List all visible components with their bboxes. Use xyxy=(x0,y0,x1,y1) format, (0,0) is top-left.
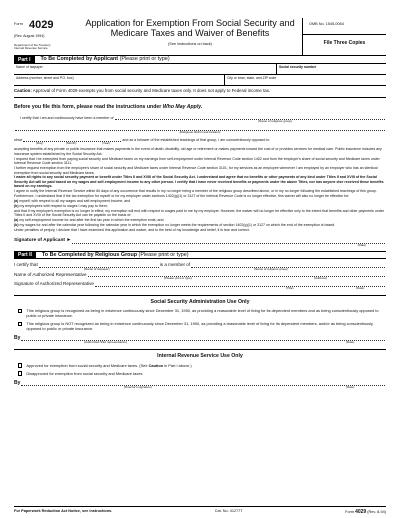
form-title: Application for Exemption From Social Security and Medicare Taxes and Waiver of Benefits xyxy=(85,18,295,38)
ssa-not-recognized-option: This religious group is NOT recognized as being in existence continuously since December 31, 1950, as providing a reasonable level of living for its dependent members, and/or as being conscientiously opposed to public or private insurance. xyxy=(14,321,386,331)
group-certify-line: I certify that is a member of xyxy=(14,262,386,268)
form-label: Form xyxy=(14,22,23,26)
district-caption: (Religious district and location) xyxy=(179,130,221,135)
instructions-note: (See instructions on back) xyxy=(168,41,212,46)
address-field[interactable]: Address (number, street and P.O. box) xyxy=(16,76,74,80)
form-id-block xyxy=(14,18,78,55)
paperwork-notice: For Paperwork Reduction Act Notice, see instructions. xyxy=(14,509,113,513)
rep-signature-captions: (Title) (Date) xyxy=(286,285,365,290)
part2-header xyxy=(14,251,386,259)
date-captions: (Day) (Month) (Year) xyxy=(36,141,111,146)
applicant-signature-line: Signature of Applicant ► xyxy=(14,237,386,244)
irs-approved-option: Approved for exemption from social security and Medicare taxes. (See Caution in Part I above.) xyxy=(14,363,386,368)
ssa-not-recognized-checkbox[interactable] xyxy=(18,322,22,326)
irs-captions: (Director's signature) (Date) xyxy=(124,384,355,389)
part2-tag: Part II xyxy=(14,251,36,259)
part1-header xyxy=(14,56,386,64)
catalog-number: Cat. No. 41277T xyxy=(214,509,243,513)
rep-captions: (Please print or type) (Address) xyxy=(164,276,328,281)
taxpayer-name-field[interactable]: Name of taxpayer xyxy=(16,65,43,69)
religious-group-field[interactable] xyxy=(115,116,386,120)
ssn-field[interactable]: Social security number xyxy=(276,64,386,74)
part1-tag: Part I xyxy=(14,56,35,64)
taxpayer-row xyxy=(14,64,386,75)
ssa-captions: (Authorized SSA representative) (Date) xyxy=(84,340,355,345)
omb-number: OMB No. 1545-0064 xyxy=(303,18,386,35)
group-caption: (Name of religious group) xyxy=(258,119,292,124)
omb-block xyxy=(302,18,386,55)
irs-approved-checkbox[interactable] xyxy=(18,363,22,367)
read-instructions-notice: Before you file this form, please read the instructions under Who May Apply. xyxy=(14,103,203,110)
ssa-recognized-option: This religious group is recognized as being in existence continuously since December 31, 1950, as providing a reasonable level of living for its dependent members and as being conscientiously opposed to public or private insurance. xyxy=(14,308,386,318)
irs-by-line: By xyxy=(14,380,386,386)
agreement-text: accepting benefits of any private or public insurance that makes payments in the event of death, disability, old age or retirement or makes payments toward the cost of or provides services for medical care. Public insurance includes any insurance system established by the Social Security Act. I request that I be exempted from paying social security and Medicare taxes on my earnings from self-employment under Internal Revenue Code section 1402 and from the employer's share of social security and Medicare taxes under Internal Revenue Code section 3111. I further request exemption from the employee's share of social security and Medicare taxes under Internal Revenue Code section 3101, for my services as an employee whenever I am employed by an employer who has an identical exemption from social security and Medicare taxes. I waive all rights to any social security payment or benefit under Titles II and XVIII of the Social Security Act. I understand and agree that no benefits or other payments of any kind under Titles II and XVIII of the Social Security Act will be paid based on my wages and self-employment income to any other person. I certify that I have never received benefits or payments under the above Titles, nor has anyone else received these benefits based on my earnings. I agree to notify the Internal Revenue Service within 60 days of any occurrence that results in my no longer being a member of the religious group described above, or in my no longer following the established teachings of this group. Furthermore, I understand that if the tax exemption for myself or for my employer under sections 1402(g)(1) or 3127 of the Internal Revenue Code is no longer effective, this waiver will also no longer be effective for: (a) myself, with respect to all my wages and self-employment income; and (b) my employees with respect to wages I may pay to them; and that if my employer's exemption is no longer in effect, my exemption will end with respect to wages paid to me by my employer. However, the waiver will no longer be effective only to the extent that benefits and other payments under Titles II and XVIII of the Social Security Act can be payable on the basis of: (a) my self-employment income for and after the first tax year in which the exemption ends; and (b) my wages for and after the calendar year following the calendar year in which the exemption no longer meets the requirements of section 1402(g)(1) or 3127 on which the end of the exemption is based. Under penalties of perjury, I declare that I have examined this application and waiver, and to the best of my knowledge and belief, it is true and correct. xyxy=(14,147,385,233)
form-header xyxy=(14,18,386,56)
address-row xyxy=(14,75,386,86)
part2-title: To Be Completed by Religious Group (Please print or type) xyxy=(41,251,189,258)
caution-note: Caution: Approval of Form 4029 exempts you from social security and Medicare taxes only. It does not apply to Federal income tax. xyxy=(14,86,386,98)
footer-form-id: Form 4029 (Rev. 8-94) xyxy=(345,509,386,515)
since-line: since and as a follower of the established teachings of that group, I am conscientiously opposed to xyxy=(14,137,270,142)
ssa-recognized-checkbox[interactable] xyxy=(18,309,22,313)
ssa-title: Social Security Administration Use Only xyxy=(150,298,250,305)
irs-disapproved-checkbox[interactable] xyxy=(18,371,22,375)
irs-section xyxy=(14,349,386,390)
ssa-by-line: By xyxy=(14,335,386,341)
part1-title: To Be Completed by Applicant (Please print or type) xyxy=(40,56,170,63)
department-label: Department of the Treasury Internal Revenue Service xyxy=(14,43,51,51)
form-footer xyxy=(14,506,386,515)
rep-signature-line: Signature of Authorized Representative xyxy=(14,281,386,287)
form-number: 4029 xyxy=(29,19,54,31)
signature-date-caption: (Date) xyxy=(357,242,366,247)
copies-note: File Three Copies xyxy=(323,40,366,46)
city-field[interactable]: City or town, state, and ZIP code xyxy=(224,75,386,85)
form-title-block xyxy=(78,18,302,55)
certify-line: I certify that I am and continuously have been a member of xyxy=(14,116,386,120)
irs-title: Internal Revenue Service Use Only xyxy=(157,353,243,360)
form-revision: (Rev. August 1994) xyxy=(14,34,45,38)
group-certify-captions: (Name of taxpayer) (Name of religious group) xyxy=(84,266,288,271)
irs-disapproved-option: Disapproved for exemption from social security and Medicare taxes. xyxy=(14,371,386,376)
ssa-section xyxy=(14,295,386,346)
applicant-signature-field[interactable] xyxy=(72,240,385,244)
rep-name-line: Name of Authorized Representative xyxy=(14,272,386,278)
